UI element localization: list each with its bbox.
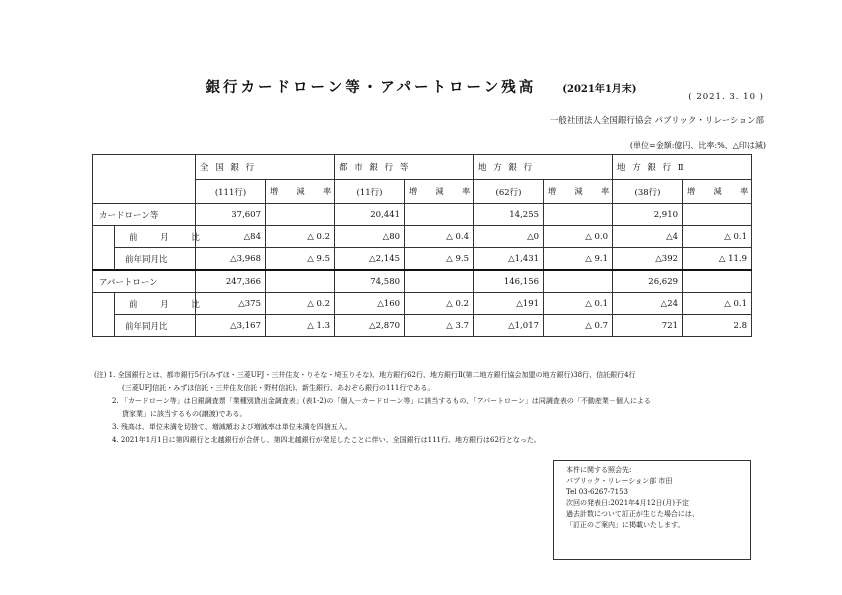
balance-cell: 26,629 <box>613 270 683 293</box>
rate-header: 増 減 率 <box>544 180 613 204</box>
change-cell: △2,870 <box>335 315 405 337</box>
rate-cell: △ 11.9 <box>683 248 752 271</box>
contact-line: 本件に関する照会先: <box>566 466 632 474</box>
notes <box>94 369 651 447</box>
empty-cell <box>683 270 752 293</box>
rate-cell: △ 9.5 <box>405 248 474 271</box>
empty-cell <box>544 204 613 226</box>
rate-cell: △ 9.1 <box>544 248 613 271</box>
change-cell: 721 <box>613 315 683 337</box>
col-count-all: (111行) <box>196 180 266 204</box>
col-header-regional-banks: 地 方 銀 行 <box>474 155 613 180</box>
rate-cell: △ 0.1 <box>683 226 752 248</box>
empty-cell <box>266 204 335 226</box>
col-count-regional-2: (38行) <box>613 180 683 204</box>
rate-cell: 2.8 <box>683 315 752 337</box>
contact-line: 「訂正のご案内」に掲載いたします。 <box>566 521 685 529</box>
rate-cell: △ 1.3 <box>266 315 335 337</box>
row-label: 前年同月比 <box>115 248 196 271</box>
indent-cell <box>93 293 115 337</box>
contact-line: 過去計数について訂正が生じた場合には、 <box>566 510 699 518</box>
note-line: 貸家業」に該当するもの(譲渡)である。 <box>122 410 247 418</box>
table-row <box>93 293 752 315</box>
change-cell: △84 <box>196 226 266 248</box>
change-cell: △80 <box>335 226 405 248</box>
empty-cell <box>405 204 474 226</box>
organization: 一般社団法人全国銀行協会 パブリック・リレーション部 <box>549 116 764 126</box>
balance-cell: 37,607 <box>196 204 266 226</box>
table-row <box>93 315 752 337</box>
rate-cell: △ 0.2 <box>266 293 335 315</box>
indent-cell <box>93 226 115 271</box>
col-header-all-banks: 全 国 銀 行 <box>196 155 335 180</box>
change-cell: △1,431 <box>474 248 544 271</box>
rate-cell: △ 3.7 <box>405 315 474 337</box>
section-row-apartment-loan <box>93 270 752 293</box>
empty-cell <box>405 270 474 293</box>
rate-header: 増 減 率 <box>405 180 474 204</box>
balance-cell: 74,580 <box>335 270 405 293</box>
balance-cell: 247,366 <box>196 270 266 293</box>
rate-cell: △ 0.1 <box>683 293 752 315</box>
header-corner <box>93 155 196 204</box>
change-cell: △2,145 <box>335 248 405 271</box>
section-label: カードローン等 <box>93 204 196 226</box>
change-cell: △4 <box>613 226 683 248</box>
rate-cell: △ 0.7 <box>544 315 613 337</box>
change-cell: △191 <box>474 293 544 315</box>
note-line: 3. 残高は、単位未満を切捨て、増減額および増減率は単位未満を四捨五入。 <box>112 423 352 431</box>
col-count-regional: (62行) <box>474 180 544 204</box>
table-row <box>93 248 752 271</box>
empty-cell <box>266 270 335 293</box>
rate-cell: △ 0.0 <box>544 226 613 248</box>
balance-cell: 2,910 <box>613 204 683 226</box>
rate-header: 増 減 率 <box>683 180 752 204</box>
contact-line: パブリック・リレーション部 市田 <box>566 477 673 485</box>
change-cell: △3,167 <box>196 315 266 337</box>
change-cell: △160 <box>335 293 405 315</box>
header-row-names <box>93 155 752 180</box>
change-cell: △375 <box>196 293 266 315</box>
loan-balance-table <box>92 154 757 337</box>
rate-cell: △ 0.1 <box>544 293 613 315</box>
change-cell: △1,017 <box>474 315 544 337</box>
section-row-card-loan <box>93 204 752 226</box>
section-label: アパートローン <box>93 270 196 293</box>
contact-line: Tel 03-6267-7153 <box>566 488 628 496</box>
contact-line: 次回の発表日:2021年4月12日(月)予定 <box>566 499 689 507</box>
empty-cell <box>544 270 613 293</box>
rate-header: 増 減 率 <box>266 180 335 204</box>
note-line: (三菱UFJ信託・みずほ信託・三井住友信託・野村信託)、新生銀行、あおぞら銀行の111行である。 <box>122 384 435 392</box>
col-header-regional-banks-2: 地 方 銀 行 Ⅱ <box>613 155 752 180</box>
balance-cell: 146,156 <box>474 270 544 293</box>
empty-cell <box>683 204 752 226</box>
release-date: ( 2021. 3. 10 ) <box>688 92 764 102</box>
change-cell: △3,968 <box>196 248 266 271</box>
col-count-city: (11行) <box>335 180 405 204</box>
note-line: (注) 1. 全国銀行とは、都市銀行5行(みずほ・三菱UFJ・三井住友・りそな・埼玉りそな)、地方銀行62行、地方銀行Ⅱ(第二地方銀行協会加盟の地方銀行)38行、信託銀行4行 <box>94 371 636 379</box>
balance-cell: 20,441 <box>335 204 405 226</box>
title-sub: (2021年1月末) <box>562 84 637 95</box>
rate-cell: △ 0.2 <box>405 293 474 315</box>
change-cell: △392 <box>613 248 683 271</box>
rate-cell: △ 9.5 <box>266 248 335 271</box>
table-row <box>93 226 752 248</box>
row-label: 前 月 比 <box>115 226 196 248</box>
change-cell: △0 <box>474 226 544 248</box>
row-label: 前 月 比 <box>115 293 196 315</box>
unit-note: (単位=金額:億円、比率:%、△印は減) <box>629 141 766 150</box>
note-line: 4. 2021年1月1日に第四銀行と北越銀行が合併し、第四北越銀行が発足したことに伴い、全国銀行は111行、地方銀行は62行となった。 <box>112 436 541 444</box>
col-header-city-banks: 都 市 銀 行 等 <box>335 155 474 180</box>
note-line: 2. 「カードローン等」は日銀調査票「業種別貸出金調査表」(表1-2)の「個人－カードローン等」に該当するもの、「アパートローン」は同調査表の「不動産業－個人による <box>112 397 651 405</box>
row-label: 前年同月比 <box>115 315 196 337</box>
change-cell: △24 <box>613 293 683 315</box>
rate-cell: △ 0.2 <box>266 226 335 248</box>
title-main: 銀行カードローン等・アパートローン残高 <box>205 79 537 96</box>
contact-box <box>553 460 751 560</box>
balance-cell: 14,255 <box>474 204 544 226</box>
rate-cell: △ 0.4 <box>405 226 474 248</box>
